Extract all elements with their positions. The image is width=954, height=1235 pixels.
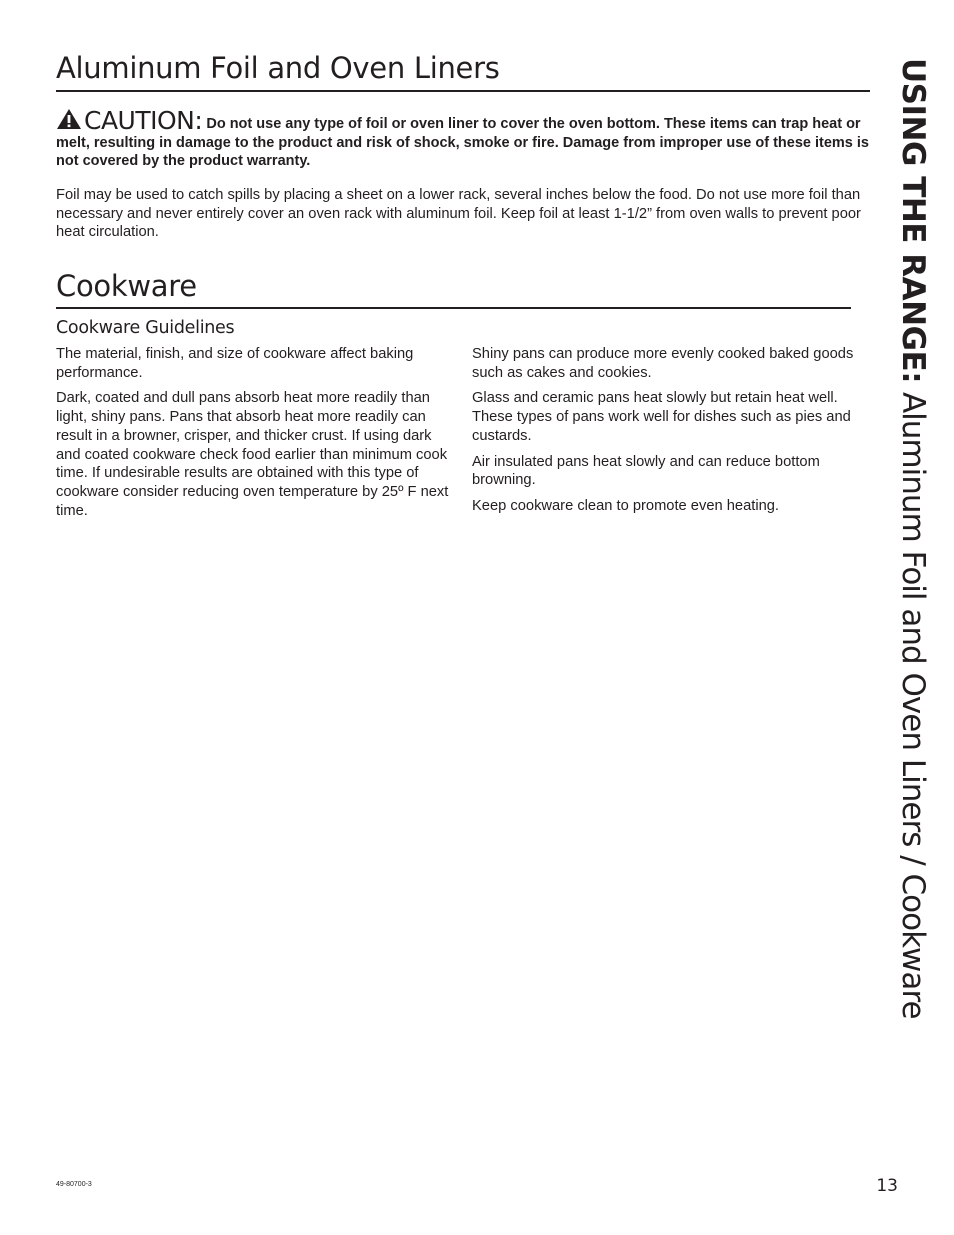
paragraph: Dark, coated and dull pans absorb heat more readily than light, shiny pans. Pans that absorb heat more readily can result in a browner, crisper, and thicker crust. If using dark and coated cookware check food earlier than minimum cook time. If undesirable results are obtained with this type of cookware consider reducing oven temperature by 25º F next time. bbox=[56, 390, 449, 519]
foil-paragraph: Foil may be used to catch spills by placing a sheet on a lower rack, several inches below the food. Do not use more foil than necessary and never entirely cover an oven rack with aluminum foil. Keep foil at least 1-1/2” from oven walls to prevent poor heat circulation. bbox=[56, 187, 861, 240]
side-tab-topic: Aluminum Foil and Oven Liners / Cookware bbox=[895, 383, 931, 1019]
page-number: 13 bbox=[876, 1176, 898, 1196]
section-title-foil: Aluminum Foil and Oven Liners bbox=[56, 51, 500, 85]
caution-notice bbox=[56, 108, 872, 171]
paragraph: Air insulated pans heat slowly and can reduce bottom browning. bbox=[472, 453, 820, 489]
warning-triangle-icon bbox=[56, 108, 82, 130]
title-rule-foil bbox=[56, 90, 870, 92]
side-tab bbox=[893, 58, 933, 1019]
paragraph: Glass and ceramic pans heat slowly but retain heat well. These types of pans work well for dishes such as pies and custards. bbox=[472, 390, 851, 444]
document-number: 49-80700-3 bbox=[56, 1181, 92, 1188]
section-title-cookware: Cookware bbox=[56, 269, 197, 303]
paragraph: Keep cookware clean to promote even heating. bbox=[472, 497, 780, 514]
title-rule-cookware bbox=[56, 307, 851, 309]
left-column bbox=[56, 345, 456, 527]
subsection-title: Cookware Guidelines bbox=[56, 318, 235, 338]
side-tab-section: USING THE RANGE: bbox=[895, 58, 931, 384]
right-column bbox=[472, 345, 872, 523]
caution-label: CAUTION: bbox=[84, 106, 203, 135]
paragraph: The material, finish, and size of cookware affect baking performance. bbox=[56, 346, 414, 381]
paragraph: Shiny pans can produce more evenly cooked baked goods such as cakes and cookies. bbox=[472, 346, 854, 381]
caution-text: Do not use any type of foil or oven liner to cover the oven bottom. These items can trap heat or melt, resulting in damage to the product and risk of shock, smoke or fire. Damage from improper use of these items is not covered by the product warranty. bbox=[56, 116, 869, 169]
